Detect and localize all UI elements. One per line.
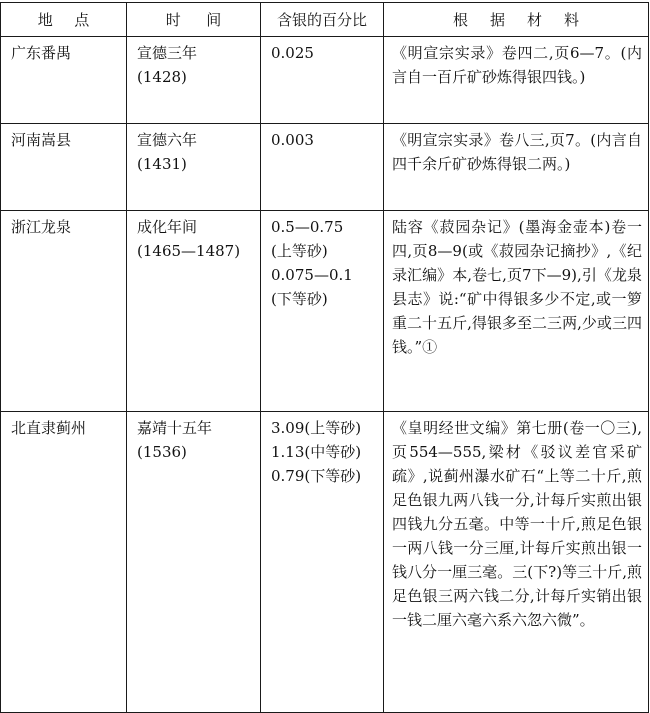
year-text: (1465—1487) <box>137 242 241 260</box>
era-text: 宣德三年 <box>137 44 198 62</box>
percent-value: 1.13(中等砂) <box>271 443 362 461</box>
cell-source: 陆容《菽园杂记》(墨海金壶本)卷一四,页8—9(或《菽园杂记摘抄》,《纪录汇编》本,卷七,页7下—9),引《龙泉县志》说:“矿中得银多少不定,或一箩重二十五斤,得银多至二三两,少或三四钱。”① <box>384 211 649 412</box>
era-text: 嘉靖十五年 <box>137 419 213 437</box>
percent-value: 0.025 <box>271 44 314 62</box>
percent-value: 3.09(上等砂) <box>271 419 362 437</box>
percent-value: 0.79(下等砂) <box>271 467 362 485</box>
header-time: 时 间 <box>127 3 261 37</box>
era-text: 宣德六年 <box>137 131 198 149</box>
table-row <box>1 124 649 211</box>
cell-time <box>127 211 261 412</box>
cell-place: 河南嵩县 <box>1 124 127 211</box>
year-text: (1431) <box>137 155 187 173</box>
cell-time <box>127 37 261 124</box>
year-text: (1536) <box>137 443 187 461</box>
header-source: 根 据 材 料 <box>384 3 649 37</box>
year-text: (1428) <box>137 68 187 86</box>
cell-percent <box>261 37 384 124</box>
cell-source: 《明宣宗实录》卷八三,页7。(内言自四千余斤矿砂炼得银二两。) <box>384 124 649 211</box>
cell-place: 北直隶蓟州 <box>1 412 127 713</box>
table-row <box>1 37 649 124</box>
cell-percent <box>261 412 384 713</box>
percent-value: 0.5—0.75 <box>271 218 344 236</box>
cell-time <box>127 412 261 713</box>
cell-place: 广东番禺 <box>1 37 127 124</box>
header-percent: 含银的百分比 <box>261 3 384 37</box>
ore-silver-table <box>0 2 649 713</box>
percent-value: 0.075—0.1 <box>271 266 353 284</box>
cell-percent <box>261 124 384 211</box>
percent-note: (上等砂) <box>271 242 328 260</box>
cell-source: 《皇明经世文编》第七册(卷一〇三),页554—555,梁材《驳议差官采矿疏》,说蓟州瀑水矿石“上等二十斤,煎足色银九两八钱一分,计每斤实煎出银四钱九分五毫。中等一十斤,煎足色银一两八钱一分三厘,计每斤实煎出银一钱八分一厘三毫。三(下?)等三十斤,煎足色银三两六钱二分,计每斤实销出银一钱二厘六毫六系六忽六微”。 <box>384 412 649 713</box>
cell-source: 《明宣宗实录》卷四二,页6—7。(内言自一百斤矿砂炼得银四钱。) <box>384 37 649 124</box>
table-row <box>1 412 649 713</box>
percent-note: (下等砂) <box>271 290 328 308</box>
cell-percent <box>261 211 384 412</box>
cell-place: 浙江龙泉 <box>1 211 127 412</box>
table-row <box>1 211 649 412</box>
era-text: 成化年间 <box>137 218 198 236</box>
cell-time <box>127 124 261 211</box>
percent-value: 0.003 <box>271 131 314 149</box>
header-row <box>1 3 649 37</box>
header-place: 地 点 <box>1 3 127 37</box>
